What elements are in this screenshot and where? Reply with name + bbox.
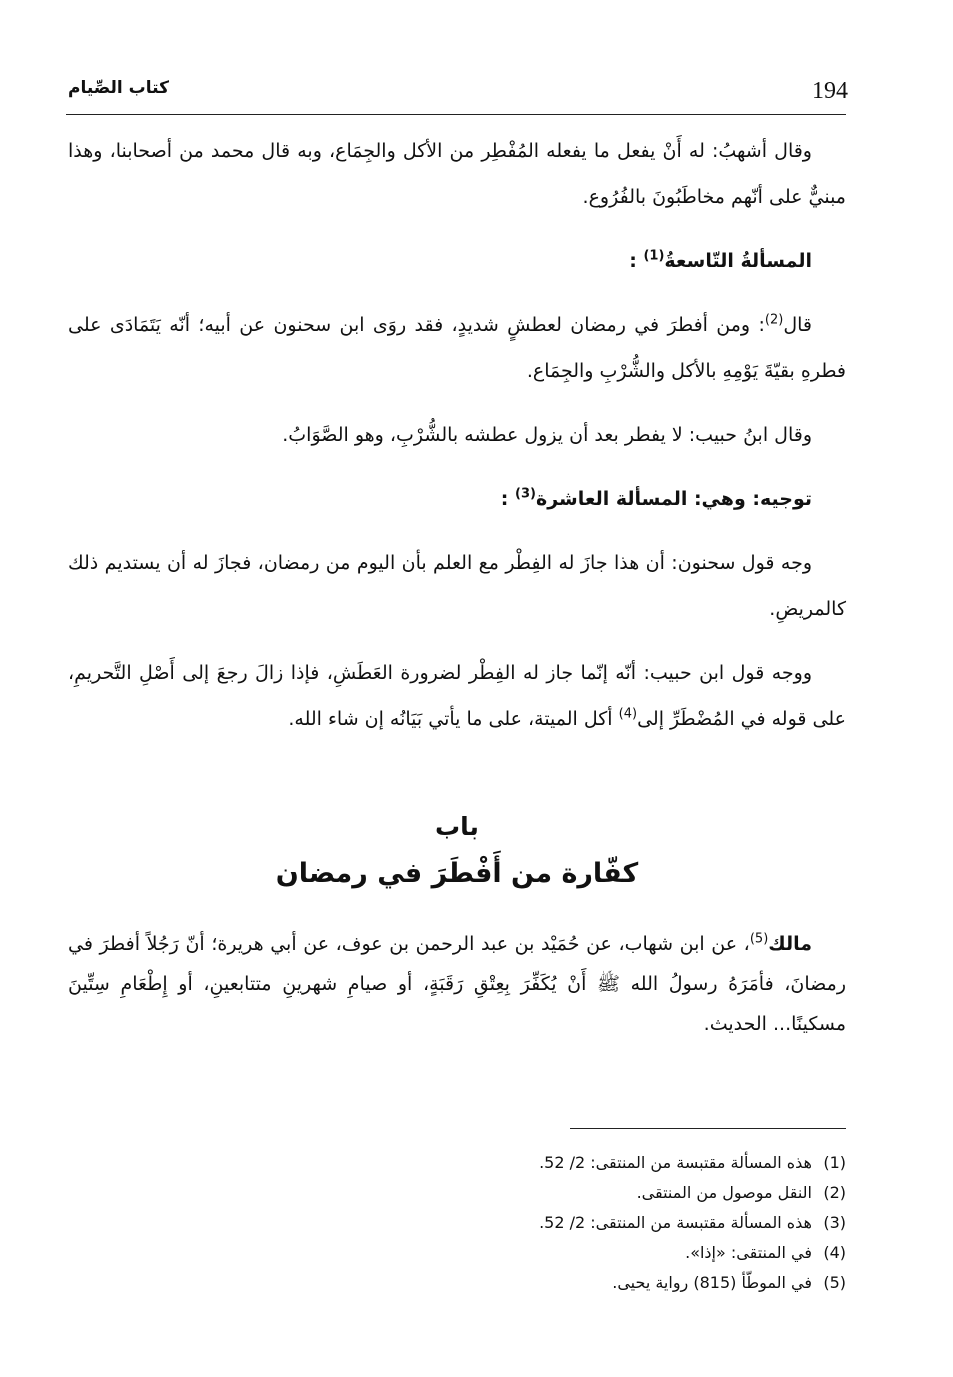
footnote-item: [420, 1208, 846, 1238]
footnote-text: في الموطّأ (815) رواية يحيى.: [612, 1273, 812, 1292]
paragraph-5-a: ووجه قول ابن حبيب: أنّه إنّما جاز له الفِطْر لضرورة العَطَشِ، فإذا زالَ رجعَ إلى أَصْلِ التَّحريمِ، على قوله في المُضْطَرِّ إلى: [68, 662, 846, 730]
paragraph-1: وقال أشهبُ: له أَنْ يفعل ما يفعله المُفْطِر من الأكل والجِمَاع، وبه قال محمد من أصحابنا، وهذا مبنيٌّ على أنّهم مخاطَبُونَ بالفُرُوع.: [68, 140, 846, 208]
hadith-narrator: مالك: [768, 933, 812, 955]
body-text: [68, 128, 846, 760]
footnote-text: في المنتقى: «إذا».: [685, 1243, 812, 1262]
hadith-text: ، عن ابن شهاب، عن حُمَيْد بن عبد الرحمن بن عوف، عن أبي هريرة؛ أنّ رَجُلاً أفطرَ في رمضانَ، فأمَرَهُ رسولُ الله ﷺ أَنْ يُكَفِّرَ بِعِتْقِ رَقَبَةٍ، أو صيامِ شهرينِ متتابعينِ، أو إِطْعَامِ سِتِّينَ مسكينًا... الحديث.: [68, 933, 846, 1035]
footnote-number: (2): [823, 1183, 846, 1202]
paragraph-2-lead: قال: [783, 314, 812, 336]
chapter-heading: [68, 805, 846, 899]
paragraph-2-text: : ومن أفطرَ في رمضان لعطشٍ شديدٍ، فقد روَى ابن سحنون عن أبيه؛ أنّه يَتَمَادَى على فطرهِ بقيّةَ يَوْمِهِ بالأكل والشُّرْبِ والجِمَاع.: [68, 314, 846, 382]
footnote-number: (1): [823, 1153, 846, 1172]
footnote-ref-4: (4): [618, 706, 638, 722]
page-number: 194: [812, 78, 848, 104]
footnote-item: [420, 1238, 846, 1268]
paragraph-2: [68, 302, 846, 394]
hadith-paragraph: [68, 924, 846, 1044]
paragraph-3: وقال ابنُ حبيب: لا يفطر بعد أن يزول عطشه بالشُّرْبِ، وهو الصَّوَابُ.: [282, 424, 812, 446]
footnote-text: هذه المسألة مقتبسة من المنتقى: 2/ 52.: [539, 1153, 812, 1172]
footnote-ref-1: (1): [643, 248, 665, 264]
issue-heading-9: [68, 238, 846, 284]
footnotes: [420, 1148, 846, 1298]
paragraph-5-b: أكل الميتة، على ما يأتي بَيَانُه إن شاء الله.: [288, 708, 613, 730]
footnote-number: (5): [823, 1273, 846, 1292]
footnote-number: (3): [823, 1213, 846, 1232]
footnote-ref-2: (2): [764, 312, 784, 328]
header-rule: [66, 114, 846, 115]
footnote-ref-5: (5): [749, 931, 769, 947]
issue-heading-10: [68, 476, 846, 522]
footnote-ref-3: (3): [515, 486, 536, 502]
paragraph-5: [68, 650, 846, 742]
footnote-text: النقل موصول من المنتقى.: [636, 1183, 812, 1202]
heading-colon: :: [500, 488, 509, 510]
footnote-number: (4): [823, 1243, 846, 1262]
paragraph-4: وجه قول سحنون: أن هذا جازَ له الفِطْر مع العلم بأن اليوم من رمضان، فجازَ له أن يستديم ذلك كالمريضِ.: [68, 552, 846, 620]
footnote-item: [420, 1148, 846, 1178]
footnote-text: هذه المسألة مقتبسة من المنتقى: 2/ 52.: [539, 1213, 812, 1232]
chapter-title: كفّارة من أَفْطَرَ في رمضان: [275, 858, 639, 889]
heading-text: توجيه: وهي: المسألة العاشرة: [535, 488, 812, 510]
footnote-item: [420, 1178, 846, 1208]
heading-text: المسألةُ التّاسعةُ: [664, 250, 812, 272]
heading-colon: :: [629, 250, 637, 272]
footnote-rule: [570, 1128, 846, 1129]
chapter-label: باب: [435, 812, 479, 841]
running-title: كتاب الصِّيام: [68, 78, 169, 98]
footnote-item: [420, 1268, 846, 1298]
